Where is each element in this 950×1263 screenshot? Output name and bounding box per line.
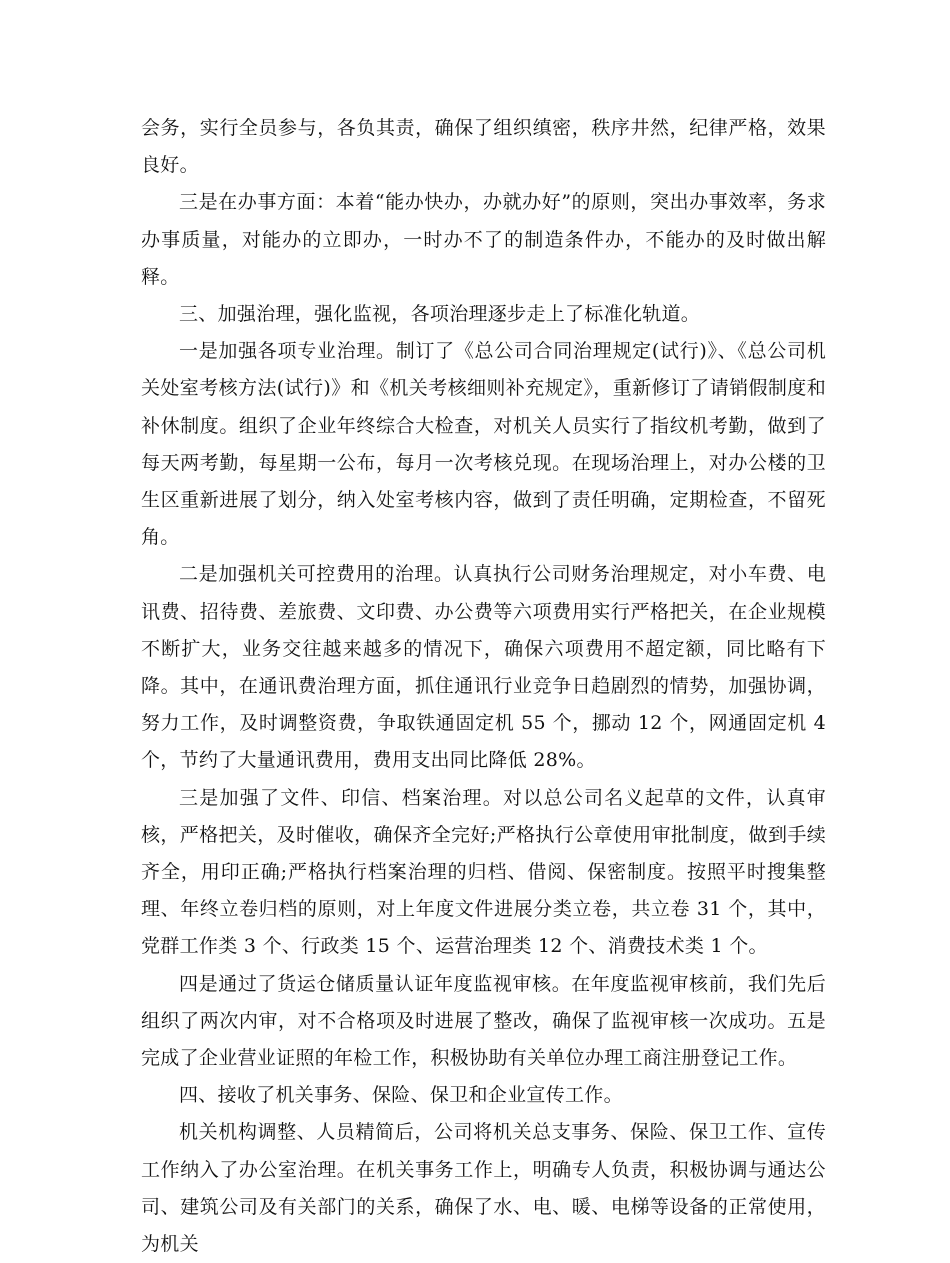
paragraph: 三是在办事方面：本着“能办快办，办就办好”的原则，突出办事效率，务求办事质量，对能办的立即办，一时办不了的制造条件办，不能办的及时做出解释。: [141, 191, 826, 288]
paragraph: 一是加强各项专业治理。制订了《总公司合同治理规定(试行)》、《总公司机关处室考核方法(试行)》和《机关考核细则补充规定》，重新修订了请销假制度和补休制度。组织了企业年终综合大检查，对机关人员实行了指纹机考勤，做到了每天两考勤，每星期一公布，每月一次考核兑现。在现场治理上，对办公楼的卫生区重新进展了划分，纳入处室考核内容，做到了责任明确，定期检查，不留死角。: [141, 340, 826, 549]
paragraph: 三是加强了文件、印信、档案治理。对以总公司名义起草的文件，认真审核，严格把关，及时催收，确保齐全完好;严格执行公章使用审批制度，做到手续齐全，用印正确;严格执行档案治理的归档、借阅、保密制度。按照平时搜集整理、年终立卷归档的原则，对上年度文件进展分类立卷，共立卷 31 个，其中，党群工作类 3 个、行政类 15 个、运营治理类 12 个、消费技术类 1 个。: [141, 786, 826, 958]
section-heading: 三、加强治理，强化监视，各项治理逐步走上了标准化轨道。: [179, 303, 701, 326]
section-heading: 四、接收了机关事务、保险、保卫和企业宣传工作。: [179, 1084, 623, 1107]
document-body: [141, 110, 826, 1263]
paragraph: 会务，实行全员参与，各负其责，确保了组织缜密，秩序井然，纪律严格，效果良好。: [141, 117, 826, 177]
paragraph: 二是加强机关可控费用的治理。认真执行公司财务治理规定，对小车费、电讯费、招待费、差旅费、文印费、办公费等六项费用实行严格把关，在企业规模不断扩大，业务交往越来越多的情况下，确保六项费用不超定额，同比略有下降。其中，在通讯费治理方面，抓住通讯行业竞争日趋剧烈的情势，加强协调，努力工作，及时调整资费，争取铁通固定机 55 个，挪动 12 个，网通固定机 4 个，节约了大量通讯费用，费用支出同比降低 28%。: [141, 563, 826, 772]
paragraph: 机关机构调整、人员精简后，公司将机关总支事务、保险、保卫工作、宣传工作纳入了办公室治理。在机关事务工作上，明确专人负责，积极协调与通达公司、建筑公司及有关部门的关系，确保了水、电、暖、电梯等设备的正常使用，为机关: [141, 1121, 826, 1256]
paragraph: 四是通过了货运仓储质量认证年度监视审核。在年度监视审核前，我们先后组织了两次内审，对不合格项及时进展了整改，确保了监视审核一次成功。五是完成了企业营业证照的年检工作，积极协助有关单位办理工商注册登记工作。: [141, 972, 826, 1070]
